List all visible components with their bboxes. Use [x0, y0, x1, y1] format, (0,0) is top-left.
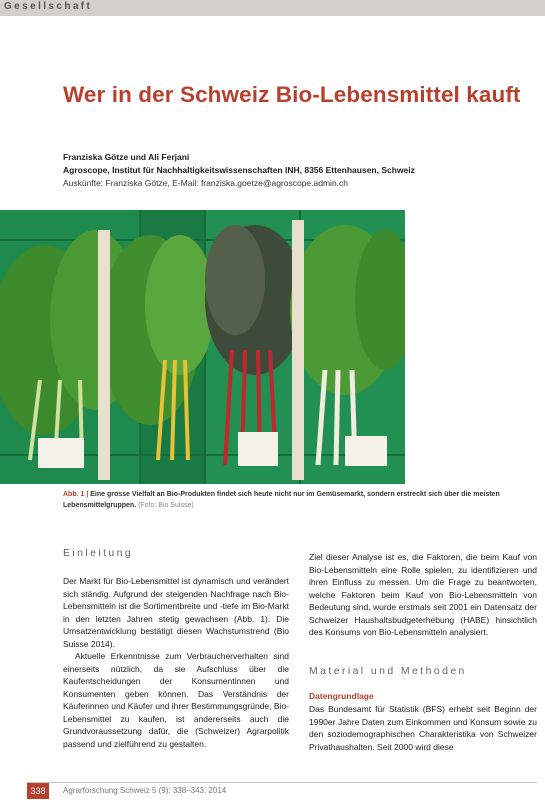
- heading-einleitung: Einleitung: [63, 547, 134, 559]
- page-number: 338: [27, 783, 49, 799]
- figure-label: Abb. 1 |: [63, 491, 89, 498]
- paragraph: Aktuelle Erkenntnisse zum Verbraucherverhalten sind einerseits nützlich, da sie Aufschluss über die Kaufentscheidungen der Konsumentinnen und Konsumenten geben können. Das Verständnis der Käuferinnen und Käufer und ihrer Bestimmungsgründe, Bio-Lebensmittel zu kaufen, ist andererseits auch die Grundvoraussetzung dafür, die (Schweizer) Agrarpolitik passend und zielführend zu gestalten.: [63, 651, 289, 749]
- authors: Franziska Götze und Ali Ferjani: [63, 152, 190, 162]
- section-label: Gesellschaft: [4, 1, 93, 12]
- paragraph: Der Markt für Bio-Lebensmittel ist dynamisch und verändert sich ständig. Aufgrund der steigenden Nachfrage nach Bio-Lebensmitteln ist die Sortimentbreite und -tiefe im Bio-Markt in den letzten Jahren stetig gewachsen (Abb. 1). Die Umsatzentwicklung bestätigt diesen Wachstumstrend (Bio Suisse 2014).: [63, 576, 289, 649]
- footer-rule: [27, 782, 537, 783]
- right-column-text: Das Bundesamt für Statistik (BFS) erhebt seit Beginn der 1990er Jahre Daten zum Einkommen und Konsum sowie zu den soziodemographischen Charakteristika von Schweizer Privathaushalten. Seit 2000 wird diese: [309, 704, 537, 752]
- figure-credit: (Foto: Bio Suisse): [136, 501, 194, 509]
- article-title: Wer in der Schweiz Bio-Lebensmittel kauft: [63, 82, 521, 107]
- right-column-intro: Ziel dieser Analyse ist es, die Faktoren, die beim Kauf von Bio-Lebensmitteln eine Rolle spielen, zu identifizieren und ihren Einfluss zu messen. Um die Frage zu beantworten, welche Faktoren beim Kauf von Bio-Lebensmitteln von Bedeutung sind, wurde erstmals seit 2001 ein Datensatz der Schweizer Haushaltsbudgeterhebung (HABE) hinsichtlich des Konsums von Bio-Lebensmitteln analysiert.: [309, 552, 537, 637]
- footer-citation: Agrarforschung Schweiz 5 (9): 338–343, 2014: [63, 786, 227, 795]
- subheading-datengrundlage: Datengrundlage: [309, 691, 374, 701]
- section-bar: [0, 0, 545, 16]
- left-column-text: [63, 575, 289, 750]
- affiliation: Agroscope, Institut für Nachhaltigkeitswissenschaften INH, 8356 Ettenhausen, Schweiz: [63, 165, 415, 175]
- figure-photo-chard-crates: [0, 210, 405, 484]
- contact-info: Auskünfte: Franziska Götze, E-Mail: franziska.goetze@agroscope.admin.ch: [63, 178, 349, 188]
- figure-caption-text: Eine grosse Vielfalt an Bio-Produkten findet sich heute nicht nur im Gemüsemarkt, sondern erstreckt sich über die meisten Lebensmittelgruppen.: [63, 491, 500, 509]
- heading-material-methoden: Material und Methoden: [309, 665, 467, 677]
- figure-caption: [63, 490, 538, 511]
